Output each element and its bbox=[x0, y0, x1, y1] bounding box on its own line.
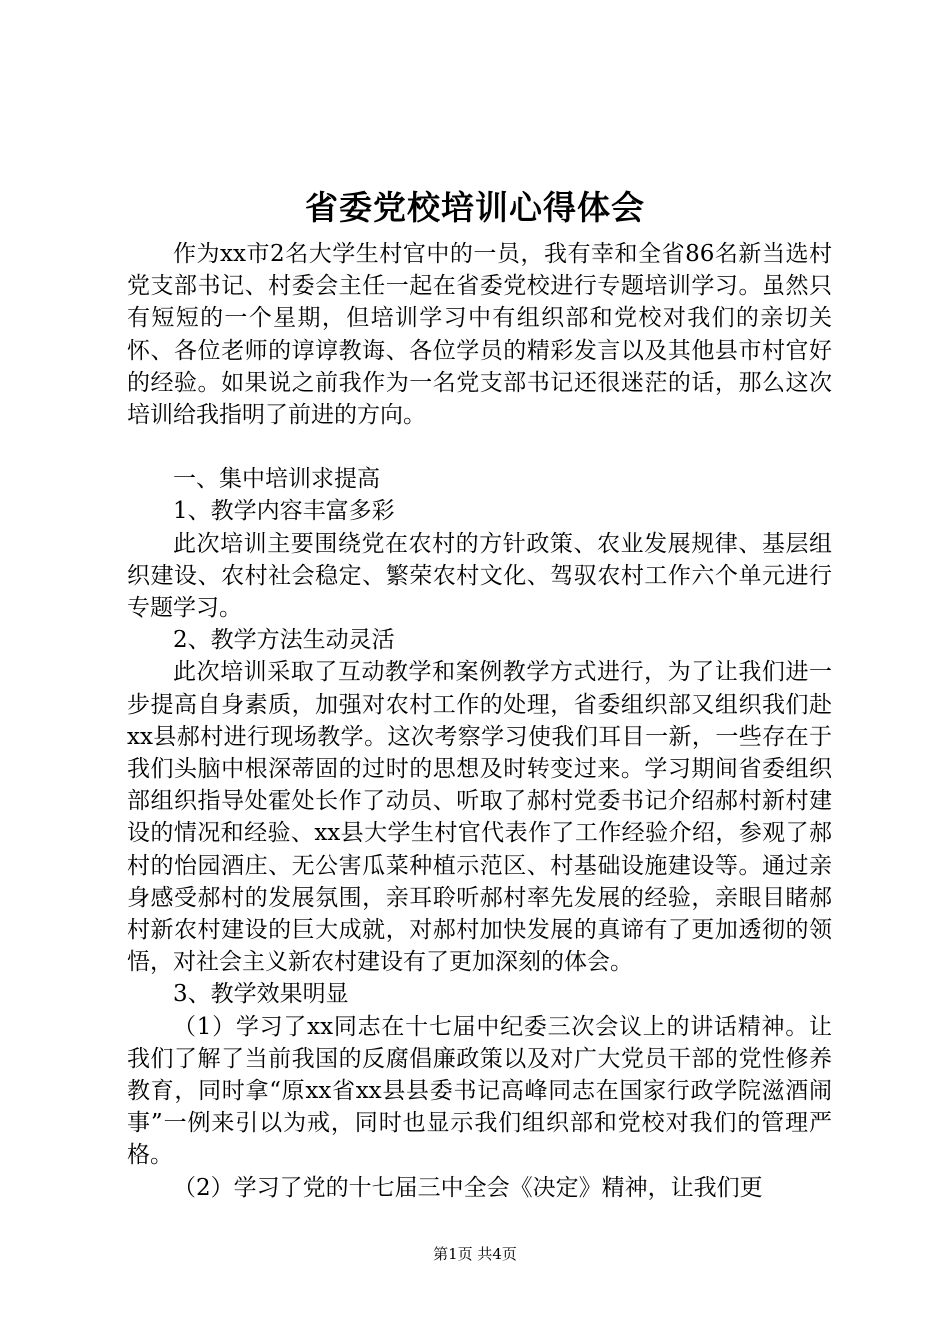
section-heading-1: 一、集中培训求提高 bbox=[173, 466, 380, 493]
subsection-heading-3: 3、教学效果明显 bbox=[173, 981, 349, 1008]
document-body bbox=[127, 238, 832, 1204]
intro-paragraph: 作为xx市2名大学生村官中的一员，我有幸和全省86名新当选村党支部书记、村委会主任一起在省委党校进行专题培训学习。虽然只有短短的一个星期，但培训学习中有组织部和党校对我们的亲切关怀、各位老师的谆谆教诲、各位学员的精彩发言以及其他县市村官好的经验。如果说之前我作为一名党支部书记还很迷茫的话，那么这次培训给我指明了前进的方向。 bbox=[127, 241, 832, 429]
paragraph-effect-1: （1）学习了xx同志在十七届中纪委三次会议上的讲话精神。让我们了解了当前我国的反腐倡廉政策以及对广大党员干部的党性修养教育，同时拿“原xx省xx县县委书记高峰同志在国家行政学院滋酒闹事”一例来引以为戒，同时也显示我们组织部和党校对我们的管理严格。 bbox=[127, 1013, 832, 1169]
page-footer: 第1页 共4页 bbox=[433, 1245, 517, 1263]
document-title: 省委党校培训心得体会 bbox=[305, 188, 645, 227]
paragraph-teaching-content: 此次培训主要围绕党在农村的方针政策、农业发展规律、基层组织建设、农村社会稳定、繁荣农村文化、驾驭农村工作六个单元进行专题学习。 bbox=[127, 530, 832, 622]
subsection-heading-2: 2、教学方法生动灵活 bbox=[173, 627, 395, 654]
paragraph-teaching-method: 此次培训采取了互动教学和案例教学方式进行，为了让我们进一步提高自身素质，加强对农村工作的处理，省委组织部又组织我们赴xx县郝村进行现场教学。这次考察学习使我们耳目一新，一些存在于我们头脑中根深蒂固的过时的思想及时转变过来。学习期间省委组织部组织指导处霍处长作了动员、听取了郝村党委书记介绍郝村新村建设的情况和经验、xx县大学生村官代表作了工作经验介绍，参观了郝村的怡园酒庄、无公害瓜菜种植示范区、村基础设施建设等。通过亲身感受郝村的发展氛围，亲耳聆听郝村率先发展的经验，亲眼目睹郝村新农村建设的巨大成就，对郝村加快发展的真谛有了更加透彻的领悟，对社会主义新农村建设有了更加深刻的体会。 bbox=[127, 659, 832, 976]
subsection-heading-1: 1、教学内容丰富多彩 bbox=[173, 498, 395, 525]
paragraph-effect-2: （2）学习了党的十七届三中全会《决定》精神，让我们更 bbox=[173, 1174, 763, 1201]
blank-line bbox=[127, 431, 832, 463]
